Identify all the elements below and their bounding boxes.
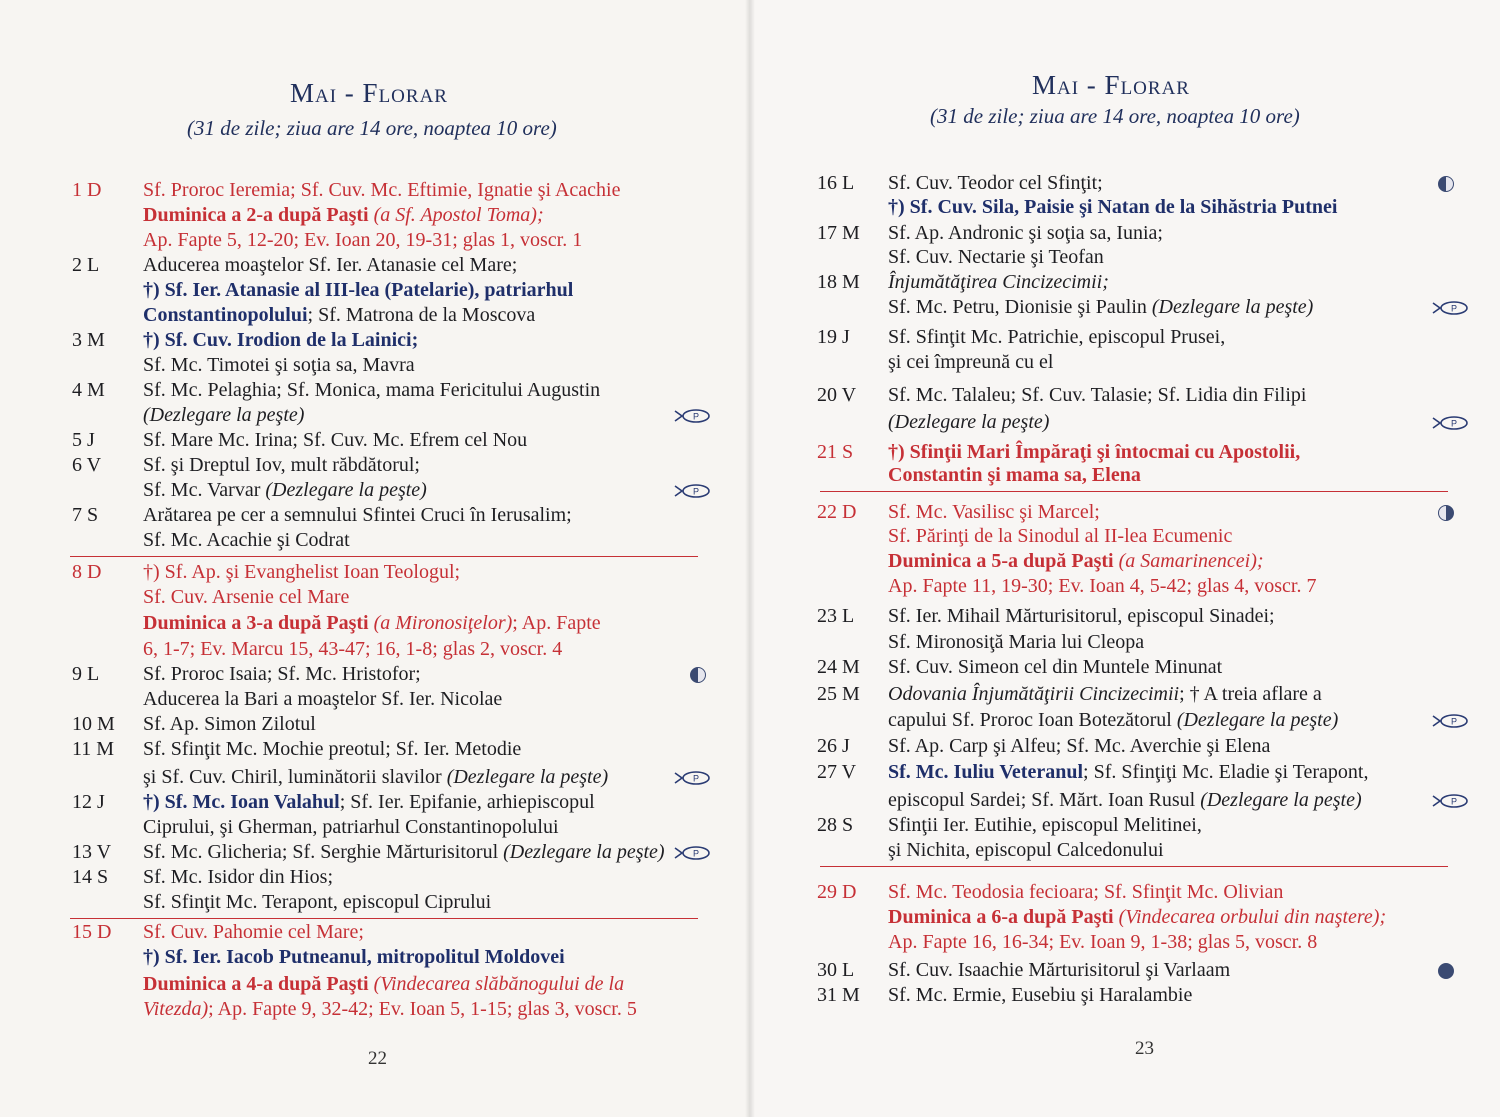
entry-text: Vitezda) [143,998,209,1020]
entry-line [888,760,1368,785]
entry-line [143,328,418,353]
entry-line [888,958,1230,983]
entry-text: episcopul Sardei; Sf. Mărt. Ioan Rusul [888,789,1201,811]
entry-line [143,378,600,403]
day-label: 23 L [817,605,855,627]
entry-text: Sf. Sfinţit Mc. Patrichie, episcopul Prusei, [888,326,1226,348]
entry-text: Sf. Mare Mc. Irina; Sf. Cuv. Mc. Efrem cel Nou [143,429,528,451]
day-label: 14 S [72,866,109,888]
fish-icon [1430,713,1470,729]
entry-line [143,560,460,585]
entry-line [143,503,572,528]
entry-text: ; † A treia aflare a [1179,683,1322,705]
entry-text: Ap. Fapte 16, 16-34; Ev. Ioan 9, 1-38; glas 5, voscr. 8 [888,931,1318,953]
moon-phase-icon [690,667,706,683]
entry-text: Duminica a 6-a după Paşti [888,906,1119,928]
svg-text:P: P [1451,716,1458,727]
day-label: 19 J [817,326,850,348]
entry-text: Sf. Mc. Talaleu; Sf. Cuv. Talasie; Sf. Lidia din Filipi [888,384,1307,406]
svg-text:P: P [1451,303,1458,314]
entry-line [143,303,535,328]
entry-line [888,574,1316,599]
entry-line [888,325,1225,350]
page-number: 23 [1135,1038,1154,1059]
sunday-separator [820,866,1448,867]
entry-text: Sf. Mc. Pelaghia; Sf. Monica, mama Fericitului Augustin [143,379,601,401]
day-label: 4 M [72,379,105,401]
entry-text: Sf. Mc. Ermie, Eusebiu şi Haralambie [888,984,1193,1006]
entry-text: (a Mironosiţelor) [373,612,513,634]
entry-text: (Vindecarea slăbănogului de la [373,973,625,995]
entry-text: (Dezlegare la peşte) [1176,709,1339,731]
svg-text:P: P [693,486,700,497]
entry-line [143,712,316,737]
entry-text: Sf. Mc. Glicheria; Sf. Serghie Mărturisitorul [143,841,504,863]
entry-text: Sf. Cuv. Arsenie cel Mare [143,586,350,608]
entry-text: †) Sf. Ier. Iacob Putneanul, mitropolitul Moldovei [143,946,565,968]
entry-line [888,295,1313,320]
entry-text: (Dezlegare la peşte) [143,404,305,426]
page-number: 22 [368,1048,387,1069]
entry-text: †) Sf. Cuv. Irodion de la Lainici; [143,329,419,351]
entry-line [888,245,1104,270]
entry-text: (Dezlegare la peşte) [1200,789,1362,811]
entry-text: (Dezlegare la peşte) [1151,296,1314,318]
entry-text: Ap. Fapte 11, 19-30; Ev. Ioan 4, 5-42; glas 4, voscr. 7 [888,575,1317,597]
day-label: 13 V [72,841,112,863]
entry-line [143,637,562,662]
entry-line [143,687,502,712]
moon-phase-icon [1438,176,1454,192]
entry-line [143,890,491,915]
entry-text: †) Sf. Cuv. Sila, Paisie şi Natan de la Sihăstria Putnei [888,196,1338,218]
entry-text: Sf. Sfinţit Mc. Terapont, episcopul Ciprului [143,891,492,913]
entry-text: Sf. Ier. Mihail Mărturisitorul, episcopul Sinadei; [888,605,1275,627]
day-label: 29 D [817,881,857,903]
entry-text: Sf. Mc. Teodosia fecioara; Sf. Sfinţit Mc. Olivian [888,881,1284,903]
entry-text: şi cei împreună cu el [888,351,1054,373]
day-label: 7 S [72,504,99,526]
entry-line [888,655,1222,680]
entry-text: †) Sf. Ier. Atanasie al III-lea (Patelarie), patriarhul [143,279,574,301]
entry-line [888,604,1275,629]
entry-text: Sf. Ap. Andronic şi soţia sa, Iunia; [888,222,1163,244]
entry-line [888,195,1338,220]
page-title: Mai - Florar [1032,70,1190,100]
entry-text: Constantin şi mama sa, Elena [888,464,1141,486]
entry-text: Sf. Cuv. Nectarie şi Teofan [888,246,1104,268]
svg-text:P: P [1451,418,1458,429]
entry-line [888,171,1103,196]
entry-line [143,972,624,997]
entry-text: Sf. Proroc Ieremia; Sf. Cuv. Mc. Eftimie, Ignatie şi Acachie [143,179,621,201]
fish-icon [1430,793,1470,809]
entry-line [143,428,527,453]
entry-line [888,350,1054,375]
entry-line [143,997,637,1022]
entry-text: Sf. Sfinţit Mc. Mochie preotul; Sf. Ier. Metodie [143,738,522,760]
entry-line [888,630,1144,655]
day-label: 15 D [72,921,112,943]
entry-text: (Dezlegare la peşte) [265,479,427,501]
entry-text: Sf. Mironosiţă Maria lui Cleopa [888,631,1145,653]
entry-line [143,840,665,865]
entry-line [143,765,608,790]
entry-line [888,410,1049,435]
fish-icon [672,483,712,499]
entry-text: Sf. Părinţi de la Sinodul al II-lea Ecumenic [888,525,1233,547]
entry-text: Duminica a 3-a după Paşti [143,612,374,634]
day-label: 26 J [817,735,850,757]
entry-text: Sf. Mc. Iuliu Veteranul [888,761,1084,783]
entry-text: (a Sf. Apostol Toma); [373,204,544,226]
entry-text: Ciprului, şi Gherman, patriarhul Constantinopolului [143,816,559,838]
entry-line [143,737,521,762]
entry-text: Sf. Mc. Timotei şi soţia sa, Mavra [143,354,415,376]
entry-text: Duminica a 4-a după Paşti [143,973,374,995]
day-label: 20 V [817,384,857,406]
entry-text: †) Sfinţii Mari Împăraţi şi întocmai cu Apostolii, [888,441,1301,463]
entry-line [888,930,1317,955]
entry-text: ; Sf. Matrona de la Moscova [307,304,536,326]
right-page [750,0,1500,1117]
entry-text: (a Samarinencei); [1118,550,1264,572]
day-label: 1 D [72,179,102,201]
entry-line [888,838,1164,863]
entry-text: Înjumătăţirea Cincizecimii; [888,271,1109,293]
day-label: 24 M [817,656,860,678]
entry-text: (Dezlegare la peşte) [503,841,665,863]
page-subtitle: (31 de zile; ziua are 14 ore, noaptea 10 ore) [930,104,1300,128]
entry-line [888,549,1264,574]
svg-text:P: P [693,848,700,859]
entry-text: ; Sf. Ier. Epifanie, arhiepiscopul [339,791,595,813]
entry-line [143,403,304,428]
entry-text: Sf. Cuv. Isaachie Mărturisitorul şi Varlaam [888,959,1231,981]
entry-text: Sf. Ap. Carp şi Alfeu; Sf. Mc. Averchie şi Elena [888,735,1271,757]
entry-text: Sf. Cuv. Simeon cel din Muntele Minunat [888,656,1223,678]
entry-text: Sf. Mc. Varvar [143,479,266,501]
entry-text: Odovania Înjumătăţirii Cincizecimii [888,683,1180,705]
day-label: 6 V [72,454,102,476]
svg-text:P: P [693,411,700,422]
day-label: 12 J [72,791,105,813]
fish-icon [672,770,712,786]
day-label: 3 M [72,329,105,351]
entry-line [888,905,1386,930]
page-title: Mai - Florar [290,78,448,108]
entry-text: Sf. Mc. Acachie şi Codrat [143,529,350,551]
entry-line [888,880,1283,905]
entry-line [888,734,1270,759]
day-label: 11 M [72,738,115,760]
svg-text:P: P [693,773,700,784]
day-label: 5 J [72,429,95,451]
entry-text: Sfinţii Ier. Eutihie, episcopul Melitinei, [888,814,1202,836]
entry-line [143,253,517,278]
entry-text: şi Sf. Cuv. Chiril, luminătorii slavilor [143,766,447,788]
entry-text: ; Ap. Fapte 9, 32-42; Ev. Ioan 5, 1-15; glas 3, voscr. 5 [208,998,637,1020]
day-label: 21 S [817,441,854,463]
moon-phase-icon [1438,505,1454,521]
entry-text: Ap. Fapte 5, 12-20; Ev. Ioan 20, 19-31; glas 1, voscr. 1 [143,229,583,251]
entry-line [888,500,1100,525]
entry-line [143,920,364,945]
day-label: 22 D [817,501,857,523]
entry-line [888,788,1362,813]
page-subtitle: (31 de zile; ziua are 14 ore, noaptea 10 ore) [187,116,557,140]
moon-phase-icon [1438,963,1454,979]
day-label: 10 M [72,713,115,735]
entry-line [143,278,573,303]
entry-text: ; Ap. Fapte [512,612,601,634]
day-label: 27 V [817,761,857,783]
entry-text: (Dezlegare la peşte) [888,411,1050,433]
entry-text: Sf. Ap. Simon Zilotul [143,713,316,735]
entry-line [143,228,582,253]
entry-line [888,440,1300,465]
entry-line [143,815,559,840]
entry-line [143,453,420,478]
day-label: 8 D [72,561,102,583]
entry-line [888,813,1202,838]
entry-line [143,528,350,553]
entry-line [143,585,349,610]
entry-text: capului Sf. Proroc Ioan Botezătorul [888,709,1177,731]
entry-line [888,708,1338,733]
svg-text:P: P [1451,796,1458,807]
day-label: 2 L [72,254,100,276]
fish-icon [1430,415,1470,431]
entry-text: Aducerea la Bari a moaştelor Sf. Ier. Nicolae [143,688,503,710]
entry-text: Sf. Proroc Isaia; Sf. Mc. Hristofor; [143,663,421,685]
entry-line [888,682,1322,707]
day-label: 31 M [817,984,860,1006]
entry-line [888,524,1232,549]
book-spine [745,0,755,1117]
entry-line [143,945,565,970]
entry-text: Duminica a 5-a după Paşti [888,550,1119,572]
entry-text: Sf. Mc. Isidor din Hios; [143,866,333,888]
entry-text: 6, 1-7; Ev. Marcu 15, 43-47; 16, 1-8; glas 2, voscr. 4 [143,638,563,660]
entry-line [888,463,1141,488]
sunday-separator [820,491,1448,492]
entry-text: (Vindecarea orbului din naştere); [1118,906,1387,928]
entry-line [143,178,620,203]
entry-text: ; Sf. Sfinţiţi Mc. Eladie şi Terapont, [1083,761,1369,783]
day-label: 9 L [72,663,100,685]
entry-line [888,221,1163,246]
entry-line [143,353,415,378]
entry-line [143,790,595,815]
day-label: 18 M [817,271,860,293]
entry-line [143,865,333,890]
entry-text: Constantinopolului [143,304,308,326]
entry-text: şi Nichita, episcopul Calcedonului [888,839,1164,861]
entry-text: Sf. Cuv. Teodor cel Sfinţit; [888,172,1103,194]
day-label: 16 L [817,172,855,194]
entry-text: †) Sf. Mc. Ioan Valahul [143,791,340,813]
entry-text: (Dezlegare la peşte) [446,766,609,788]
day-label: 25 M [817,683,860,705]
entry-line [143,478,427,503]
entry-line [143,611,601,636]
entry-text: Sf. Cuv. Pahomie cel Mare; [143,921,364,943]
entry-text: Aducerea moaştelor Sf. Ier. Atanasie cel Mare; [143,254,518,276]
entry-line [888,270,1109,295]
sunday-separator [70,918,698,919]
entry-text: Sf. Mc. Vasilisc şi Marcel; [888,501,1100,523]
day-label: 30 L [817,959,855,981]
fish-icon [672,845,712,861]
entry-line [888,983,1192,1008]
entry-text: Arătarea pe cer a semnului Sfintei Cruci în Ierusalim; [143,504,572,526]
entry-text: Duminica a 2-a după Paşti [143,204,374,226]
entry-text: Sf. şi Dreptul Iov, mult răbdătorul; [143,454,420,476]
day-label: 28 S [817,814,854,836]
entry-line [143,203,544,228]
entry-text: Sf. Mc. Petru, Dionisie şi Paulin [888,296,1152,318]
sunday-separator [70,556,698,557]
day-label: 17 M [817,222,860,244]
entry-text: †) Sf. Ap. şi Evanghelist Ioan Teologul; [143,561,461,583]
fish-icon [672,408,712,424]
entry-line [888,383,1306,408]
entry-line [143,662,421,687]
fish-icon [1430,300,1470,316]
